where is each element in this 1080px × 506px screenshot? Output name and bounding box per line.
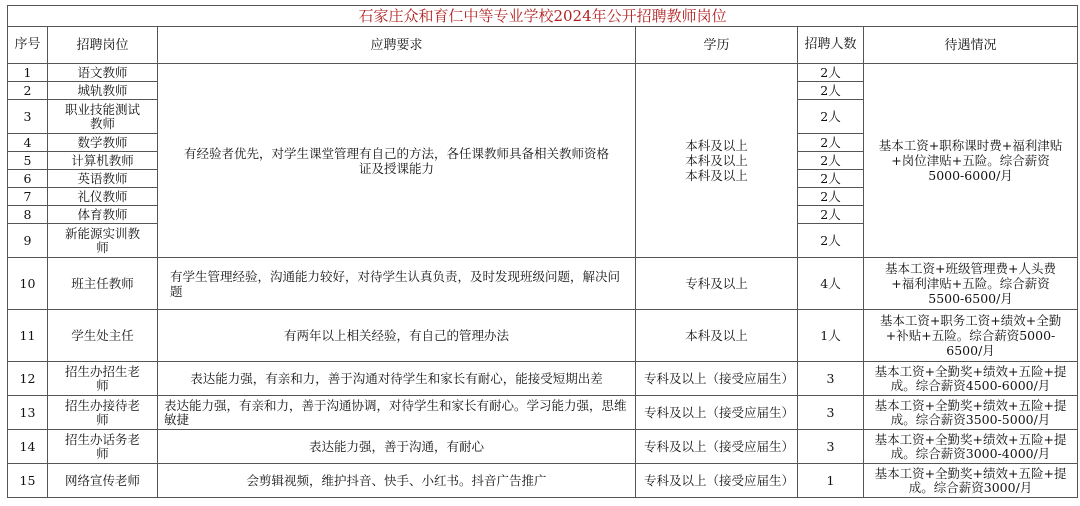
row-education: 专科及以上（接受应届生） <box>636 396 798 430</box>
row-benefits: 基本工资+全勤奖+绩效+五险+提成。综合薪资3000-4000/月 <box>864 430 1078 464</box>
row-count: 3 <box>798 362 864 396</box>
row-position: 招生办接待老师 <box>48 396 158 430</box>
row-benefits: 基本工资+职务工资+绩效+全勤+补贴+五险。综合薪资5000-6500/月 <box>864 310 1078 362</box>
row-count: 2人 <box>798 170 864 188</box>
table-title: 石家庄众和育仁中等专业学校2024年公开招聘教师岗位 <box>8 6 1078 27</box>
row-education: 专科及以上（接受应届生） <box>636 362 798 396</box>
recruitment-table <box>7 5 1078 498</box>
row-index: 6 <box>8 170 48 188</box>
row-benefits: 基本工资+全勤奖+绩效+五险+提成。综合薪资4500-6000/月 <box>864 362 1078 396</box>
row-position: 班主任教师 <box>48 258 158 310</box>
row-education: 专科及以上（接受应届生） <box>636 464 798 498</box>
header-index: 序号 <box>8 27 48 64</box>
row-count: 2人 <box>798 64 864 82</box>
row-position: 计算机教师 <box>48 152 158 170</box>
row-index: 4 <box>8 134 48 152</box>
row-benefits: 基本工资+全勤奖+绩效+五险+提成。综合薪资3500-5000/月 <box>864 396 1078 430</box>
row-count: 2人 <box>798 152 864 170</box>
row-index: 14 <box>8 430 48 464</box>
table-row <box>8 362 1078 396</box>
row-index: 5 <box>8 152 48 170</box>
table-row <box>8 258 1078 310</box>
row-requirements: 表达能力强，有亲和力，善于沟通对待学生和家长有耐心，能接受短期出差 <box>158 362 636 396</box>
row-position: 城轨教师 <box>48 82 158 100</box>
row-count: 3 <box>798 430 864 464</box>
header-count: 招聘人数 <box>798 27 864 64</box>
row-requirements: 会剪辑视频，维护抖音、快手、小红书。抖音广告推广 <box>158 464 636 498</box>
row-count: 1 <box>798 464 864 498</box>
row-index: 13 <box>8 396 48 430</box>
row-requirements: 有两年以上相关经验，有自己的管理办法 <box>158 310 636 362</box>
row-benefits: 基本工资+全勤奖+绩效+五险+提成。综合薪资3000/月 <box>864 464 1078 498</box>
header-row <box>8 27 1078 64</box>
row-index: 10 <box>8 258 48 310</box>
row-position: 英语教师 <box>48 170 158 188</box>
row-count: 2人 <box>798 206 864 224</box>
row-count: 2人 <box>798 224 864 258</box>
row-index: 7 <box>8 188 48 206</box>
row-index: 2 <box>8 82 48 100</box>
row-position: 学生处主任 <box>48 310 158 362</box>
row-count: 3 <box>798 396 864 430</box>
group-requirements: 有经验者优先，对学生课堂管理有自己的方法，各任课教师具备相关教师资格证及授课能力 <box>158 64 636 258</box>
table-row <box>8 430 1078 464</box>
row-index: 12 <box>8 362 48 396</box>
row-position: 网络宣传老师 <box>48 464 158 498</box>
row-count: 2人 <box>798 134 864 152</box>
row-requirements: 表达能力强，有亲和力，善于沟通协调，对待学生和家长有耐心。学习能力强，思维敏捷 <box>158 396 636 430</box>
row-position: 招生办话务老师 <box>48 430 158 464</box>
row-education: 专科及以上 <box>636 258 798 310</box>
row-position: 数学教师 <box>48 134 158 152</box>
table-row <box>8 396 1078 430</box>
row-count: 2人 <box>798 100 864 134</box>
row-position: 礼仪教师 <box>48 188 158 206</box>
row-position: 招生办招生老师 <box>48 362 158 396</box>
row-index: 3 <box>8 100 48 134</box>
header-position: 招聘岗位 <box>48 27 158 64</box>
row-count: 2人 <box>798 188 864 206</box>
row-benefits: 基本工资+班级管理费+人头费+福利津贴+五险。综合薪资5500-6500/月 <box>864 258 1078 310</box>
table-row <box>8 64 1078 82</box>
row-position: 语文教师 <box>48 64 158 82</box>
row-position: 体育教师 <box>48 206 158 224</box>
row-education: 本科及以上 <box>636 310 798 362</box>
table-row <box>8 464 1078 498</box>
row-index: 9 <box>8 224 48 258</box>
row-requirements: 表达能力强，善于沟通，有耐心 <box>158 430 636 464</box>
row-requirements: 有学生管理经验，沟通能力较好，对待学生认真负责，及时发现班级问题，解决问题 <box>158 258 636 310</box>
row-count: 4人 <box>798 258 864 310</box>
group-benefits: 基本工资+职称课时费+福利津贴+岗位津贴+五险。综合薪资5000-6000/月 <box>864 64 1078 258</box>
row-index: 1 <box>8 64 48 82</box>
row-index: 8 <box>8 206 48 224</box>
row-count: 2人 <box>798 82 864 100</box>
group-education: 本科及以上 本科及以上 本科及以上 <box>636 64 798 258</box>
row-position: 新能源实训教师 <box>48 224 158 258</box>
row-index: 15 <box>8 464 48 498</box>
header-education: 学历 <box>636 27 798 64</box>
header-benefits: 待遇情况 <box>864 27 1078 64</box>
row-position: 职业技能测试教师 <box>48 100 158 134</box>
header-requirements: 应聘要求 <box>158 27 636 64</box>
row-count: 1人 <box>798 310 864 362</box>
row-index: 11 <box>8 310 48 362</box>
table-row <box>8 310 1078 362</box>
row-education: 专科及以上（接受应届生） <box>636 430 798 464</box>
